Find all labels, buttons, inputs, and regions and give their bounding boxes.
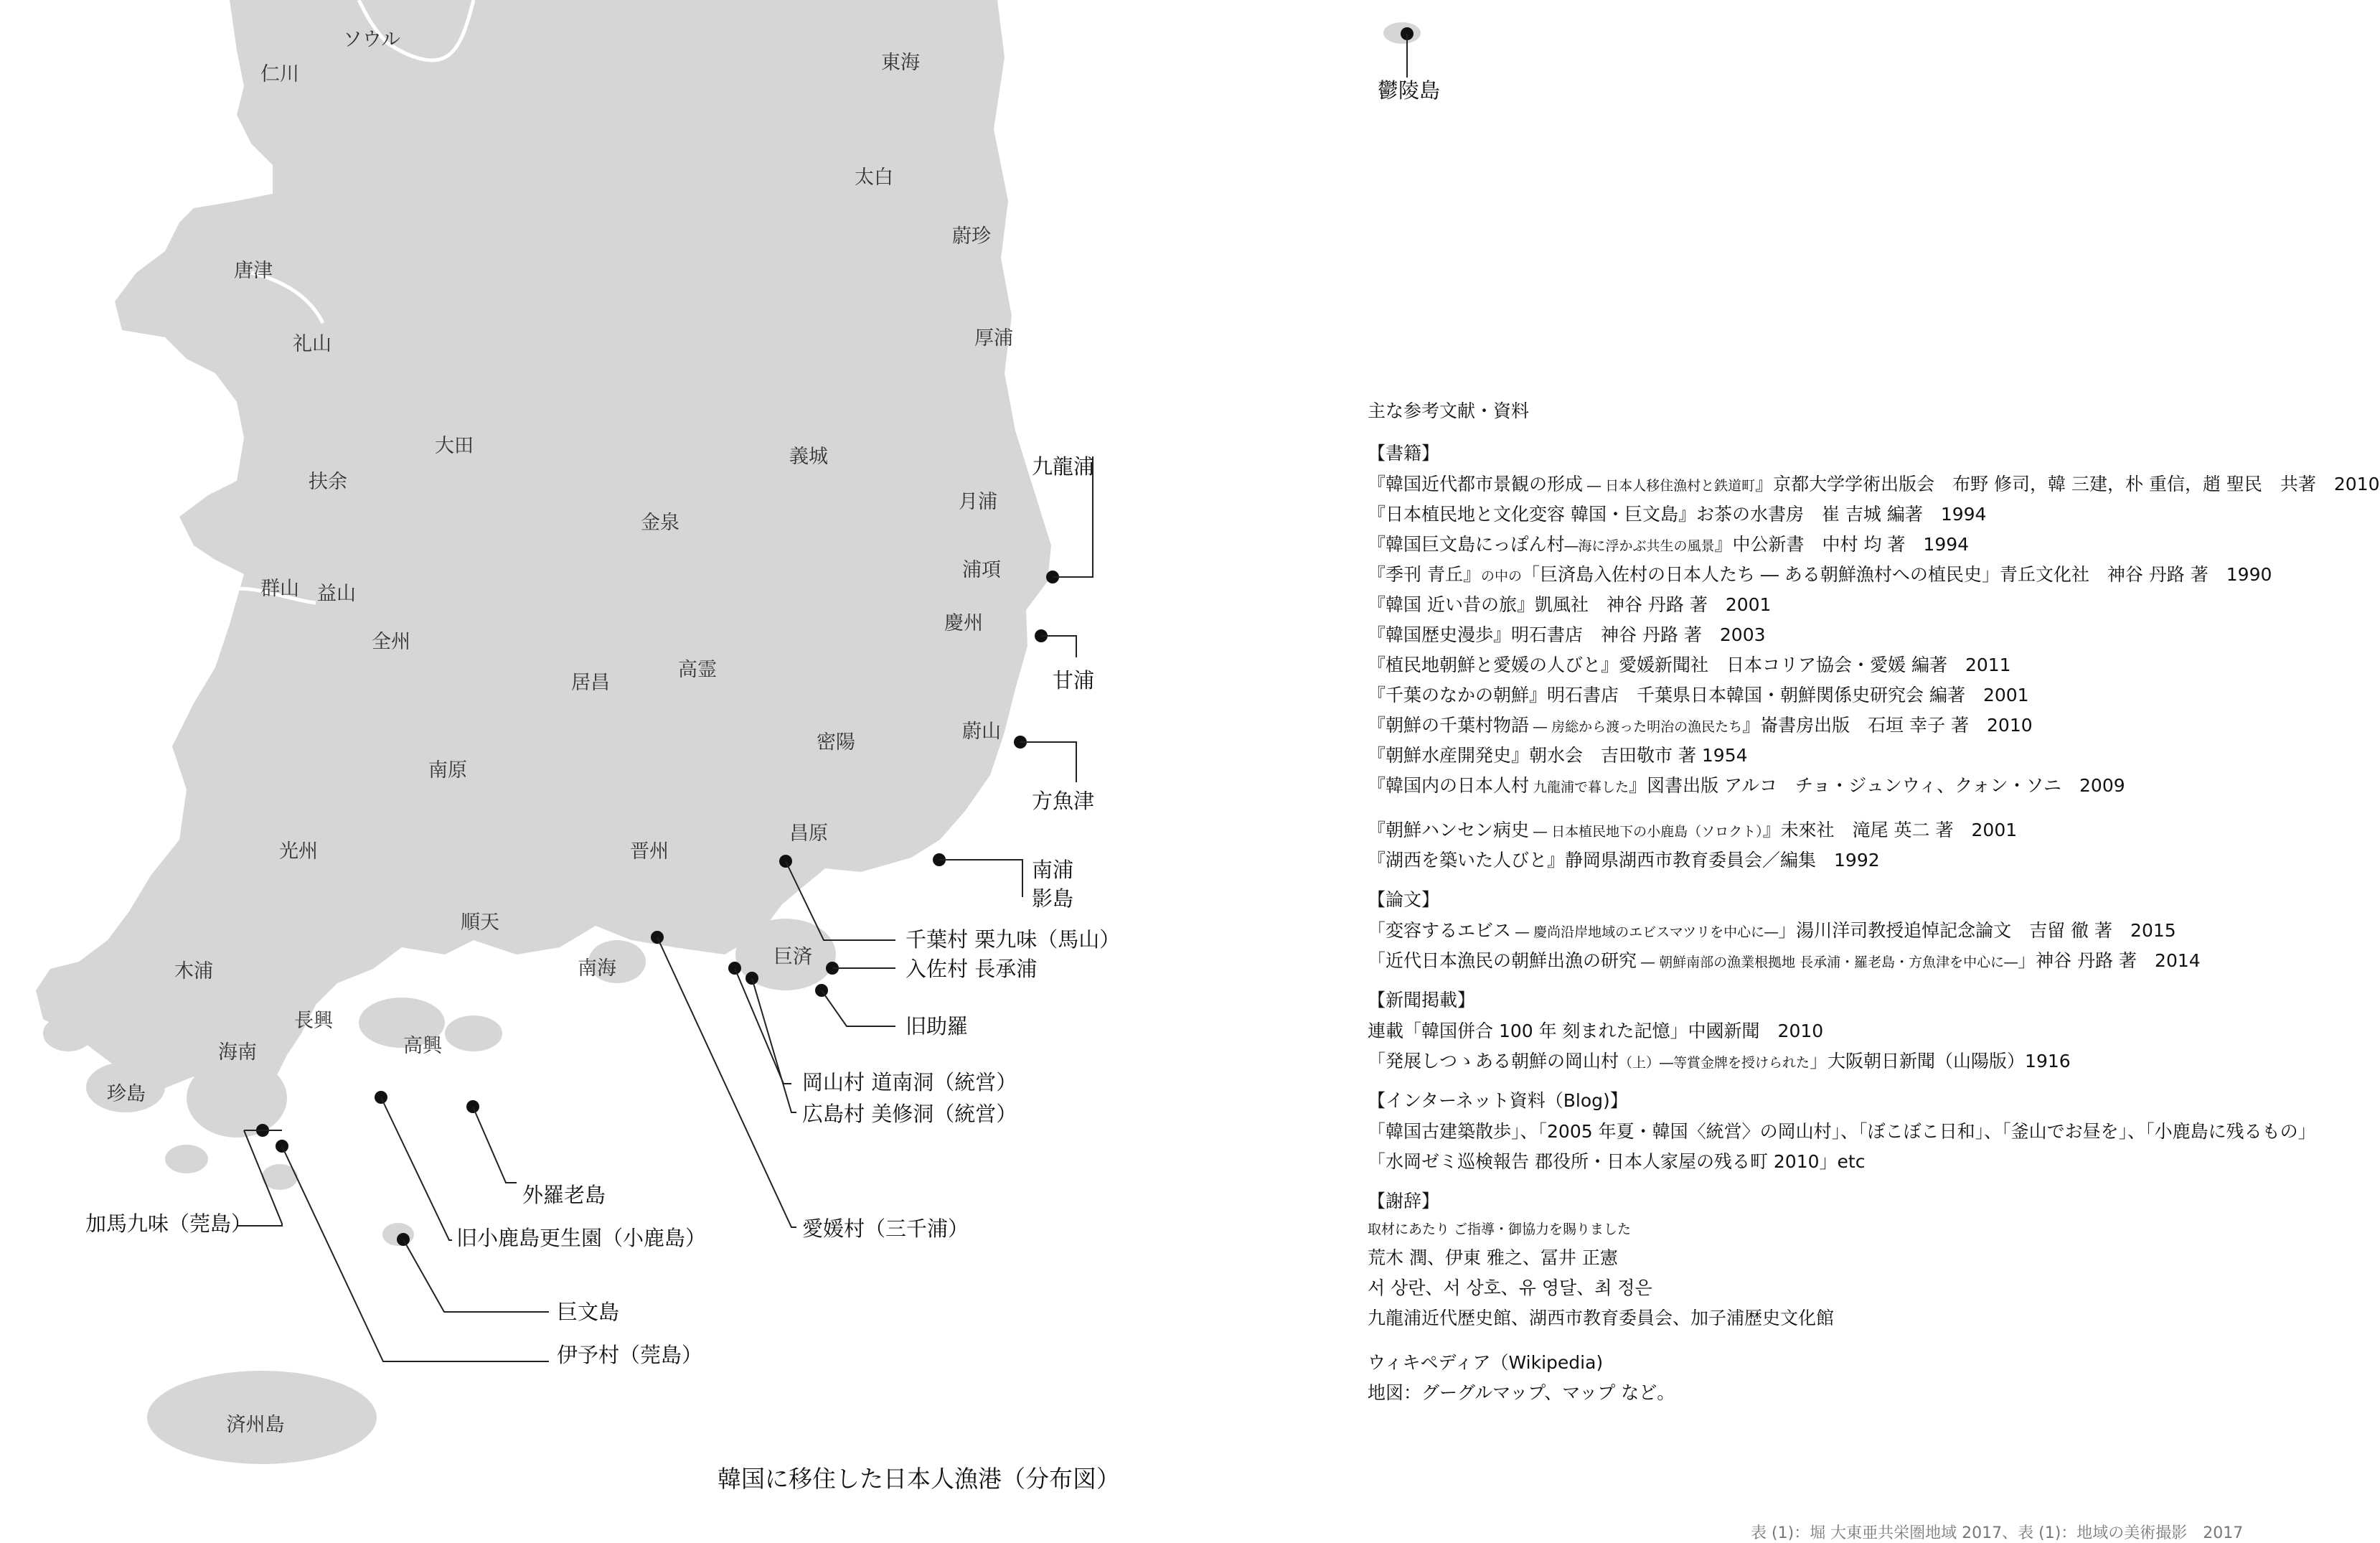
reference-item [1368, 716, 2358, 734]
reference-main: 『湖西を築いた人びと』静岡県湖西市教育委員会／編集 1992 [1368, 850, 1880, 871]
web-item: 「水岡ゼミ巡検報告 郡役所・日本人家屋の残る町 2010」etc [1368, 1151, 1866, 1172]
marker-label: 旧助羅 [906, 1014, 969, 1038]
reference-main: 「変容するエビス [1368, 920, 1512, 941]
reference-item [1368, 474, 2380, 494]
reference-item [1368, 777, 2358, 794]
reference-rest: 』中公新書 中村 均 著 1994 [1714, 534, 1970, 555]
reference-subtitle: 九龍浦で暮した [1529, 779, 1629, 795]
marker-label: 九龍浦 [1032, 454, 1095, 479]
reference-main: 『朝鮮水産開発史』朝水会 吉田敬市 著 1954 [1368, 745, 1748, 766]
place-label: 巨済 [773, 946, 812, 968]
place-label: 高霊 [678, 659, 717, 681]
reference-rest: 』京都大学学術出版会 布野 修司，韓 三建，朴 重信，趙 聖民 共著 2010 [1755, 474, 2380, 494]
thanks-intro: 取材にあたり ご指導・御協力を賜りました [1368, 1221, 1632, 1237]
korean-peninsula-landmass [36, 0, 1051, 1116]
place-label: 月浦 [959, 491, 997, 513]
reference-main: 『韓国歴史漫歩』明石書店 神谷 丹路 著 2003 [1368, 624, 1766, 645]
marker-label: 外羅老島 [522, 1183, 606, 1207]
reference-item [1368, 952, 2358, 970]
marker-label: 南浦 [1032, 858, 1074, 882]
place-label: 木浦 [174, 960, 213, 982]
reference-subtitle: ― 日本人移住漁村と鉄道町 [1583, 478, 1756, 494]
marker-label: 入佐村 長承浦 [906, 957, 1038, 981]
reference-main: 「近代日本漁民の朝鮮出漁の研究 [1368, 950, 1637, 971]
books-heading: 【書籍】 [1368, 443, 1440, 464]
reference-main: 『韓国近代都市景観の形成 [1368, 474, 1584, 494]
place-label: 蔚珍 [952, 225, 991, 248]
reference-item [1368, 566, 2358, 583]
place-label: 厚浦 [974, 327, 1013, 350]
reference-item [1368, 656, 2358, 674]
thanks-item: 九龍浦近代歴史館、湖西市教育委員会、加子浦歴史文化館 [1368, 1308, 1835, 1328]
reference-main: 「発展しつゝある朝鮮の岡山村 [1368, 1051, 1619, 1071]
place-label: 晋州 [630, 840, 669, 863]
place-label: 金泉 [641, 512, 679, 534]
books-list-2 [1368, 821, 2358, 869]
place-label: ソウル [342, 29, 401, 51]
reference-rest: 」神谷 丹路 著 2014 [2018, 950, 2201, 971]
reference-main: 『韓国巨文島にっぽん村 [1368, 534, 1565, 555]
web-heading: 【インターネット資料（Blog)】 [1368, 1090, 1628, 1111]
reference-rest: 』崙書房出版 石垣 幸子 著 2010 [1742, 715, 2033, 736]
place-label: 大田 [435, 435, 474, 457]
marker-dot [728, 962, 741, 975]
place-label: 高興 [403, 1035, 442, 1057]
marker-label: 鬱陵島 [1378, 78, 1441, 103]
thanks-item: 荒木 潤、伊東 雅之、冨井 正憲 [1368, 1247, 1618, 1268]
reference-subtitle: ― 日本植民地下の小鹿島（ソロクト） [1529, 824, 1763, 840]
place-label: 東海 [881, 52, 920, 74]
footer-cutoff-text: 表 (1)：堀 大東亜共栄圏地域 2017、表 (1)：地域の美術撮影 2017 [1751, 1524, 2244, 1542]
references-title: 主な参考文献・資料 [1368, 400, 1530, 421]
place-label: 唐津 [234, 260, 273, 282]
reference-rest: 」湯川洋司教授追悼記念論文 吉留 徹 著 2015 [1778, 920, 2176, 941]
place-label: 仁川 [260, 63, 299, 85]
reference-item [1368, 686, 2358, 704]
reference-main: 『韓国 近い昔の旅』凱風社 神谷 丹路 著 2001 [1368, 594, 1772, 615]
reference-rest: 』未來社 滝尾 英二 著 2001 [1762, 820, 2018, 840]
map-source-credit: 地図：グーグルマップ、マップ など。 [1368, 1382, 1675, 1403]
reference-item [1368, 1052, 2358, 1070]
web-item: 「韓国古建築散歩」、「2005 年夏・韓国〈統営〉の岡山村」、「ぼこぼこ日和」、「釜山でお昼を」、「小鹿島に残るもの」 [1368, 1121, 2316, 1142]
place-label: 海南 [218, 1041, 257, 1064]
reference-main: 『千葉のなかの朝鮮』明石書店 千葉県日本韓国・朝鮮関係史研究会 編著 2001 [1368, 685, 2029, 705]
reference-subtitle: ― 慶尚沿岸地域のエビスマツリを中心に― [1511, 924, 1779, 940]
reference-item [1368, 505, 2358, 523]
papers-list [1368, 921, 2358, 970]
place-label: 全州 [372, 631, 410, 653]
reference-item [1368, 626, 2358, 644]
reference-rest: 「巨済島入佐村の日本人たち ― ある朝鮮漁村への植民史」青丘文化社 神谷 丹路 著 1990 [1521, 564, 2272, 585]
place-label: 珍島 [107, 1083, 146, 1105]
place-label: 慶州 [944, 612, 983, 634]
marker-label: 愛媛村（三千浦） [802, 1216, 969, 1241]
place-label: 南原 [428, 759, 467, 782]
reference-main: 『朝鮮の千葉村物語 [1368, 715, 1530, 736]
reference-item [1368, 1022, 2358, 1040]
marker-label: 広島村 美修洞（統営） [802, 1102, 1017, 1126]
marker-label: 影島 [1032, 886, 1074, 911]
place-label: 順天 [461, 911, 499, 934]
place-label: 蔚山 [962, 721, 1001, 743]
news-heading: 【新聞掲載】 [1368, 990, 1476, 1010]
place-label: 群山 [260, 578, 299, 600]
reference-item [1368, 851, 2358, 869]
reference-main: 『朝鮮ハンセン病史 [1368, 820, 1530, 840]
place-label: 扶余 [309, 471, 347, 493]
reference-rest: 』図書出版 アルコ チョ・ジュンウィ、クォン・ソニ 2009 [1629, 775, 2125, 796]
thanks-heading: 【謝辞】 [1368, 1191, 1440, 1211]
reference-item [1368, 746, 2358, 764]
thanks-item: 서 상란、서 상호、유 영달、최 정은 [1368, 1277, 1652, 1298]
books-list [1368, 474, 2380, 796]
news-list [1368, 1022, 2358, 1070]
place-label: 浦項 [962, 559, 1001, 581]
place-label: 済州島 [226, 1414, 285, 1436]
reference-subtitle: ― 朝鮮南部の漁業根拠地 長承浦・羅老島・方魚津を中心に― [1637, 955, 2018, 970]
reference-main: 『日本植民地と文化変容 韓国・巨文島』お茶の水書房 崔 吉城 編著 1994 [1368, 504, 1987, 525]
marker-label: 加馬九味（莞島） [85, 1211, 253, 1236]
reference-item [1368, 596, 2358, 614]
marker-label: 巨文島 [557, 1300, 620, 1324]
marker-label: 旧小鹿島更生園（小鹿島） [456, 1226, 707, 1250]
reference-subtitle: ― 房総から渡った明治の漁民たち [1529, 719, 1743, 735]
place-label: 密陽 [817, 731, 855, 754]
place-label: 居昌 [571, 672, 610, 694]
reference-subtitle: の中の [1480, 568, 1522, 584]
wikipedia-credit: ウィキペディア（Wikipedia) [1368, 1352, 1604, 1373]
marker-label: 岡山村 道南洞（統営） [802, 1070, 1017, 1094]
reference-main: 『植民地朝鮮と愛媛の人びと』愛媛新聞社 日本コリア協会・愛媛 編著 2011 [1368, 655, 2011, 675]
place-label: 益山 [317, 583, 356, 605]
place-label: 南海 [578, 957, 616, 980]
reference-main: 『韓国内の日本人村 [1368, 775, 1530, 796]
place-label: 太白 [855, 167, 893, 189]
marker-label: 千葉村 栗九味（馬山） [906, 927, 1121, 952]
reference-subtitle: ―海に浮かぶ共生の風景 [1564, 538, 1715, 554]
place-label: 礼山 [293, 333, 331, 355]
place-label: 長興 [294, 1010, 333, 1032]
place-label: 義城 [789, 446, 828, 468]
marker-label: 方魚津 [1032, 789, 1095, 813]
references-panel [1368, 400, 2380, 1414]
reference-item [1368, 921, 2358, 939]
reference-item [1368, 821, 2358, 839]
papers-heading: 【論文】 [1368, 889, 1440, 910]
reference-main: 『季刊 青丘』 [1368, 564, 1481, 585]
place-label: 昌原 [789, 822, 828, 845]
place-label: 光州 [279, 840, 318, 863]
reference-subtitle: （上）―等賞金牌を授けられた [1619, 1055, 1810, 1071]
reference-main: 連載「韓国併合 100 年 刻まれた記憶」中國新聞 2010 [1368, 1021, 1824, 1041]
marker-label: 伊予村（莞島） [557, 1343, 703, 1367]
map-caption: 韓国に移住した日本人漁港（分布図） [718, 1465, 1120, 1493]
reference-rest: 」大阪朝日新聞（山陽版）1916 [1810, 1051, 2071, 1071]
reference-item [1368, 535, 2358, 553]
marker-label: 甘浦 [1053, 668, 1095, 693]
